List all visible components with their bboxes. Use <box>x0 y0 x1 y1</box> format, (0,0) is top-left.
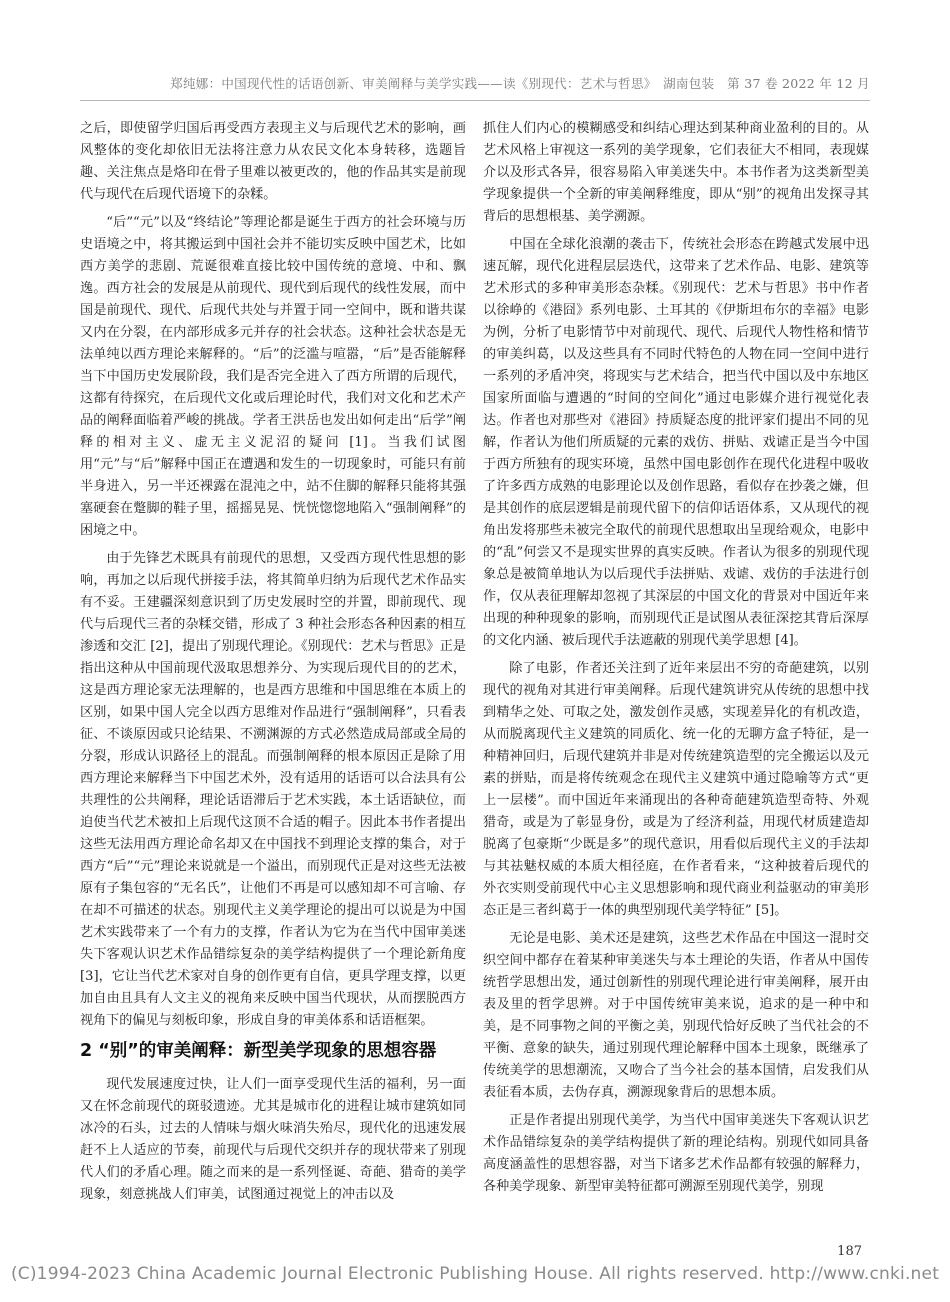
section-heading: 2 “别”的审美阐释：新型美学现象的思想容器 <box>80 1041 437 1061</box>
body-paragraph: 除了电影，作者还关注到了近年来层出不穷的奇葩建筑，以别现代的视角对其进行审美阐释。后现代建筑讲究从传统的思想中找到精华之处、可取之处，激发创作灵感，实现差异化的有机改造，从而脱离现代主义建筑的同质化、统一化的无聊方盒子特征，是一种精神回归，后现代建筑并非是对传统建筑造型的完全搬运以及元素的拼贴，而是将传统观念在现代主义建筑中通过隐喻等方式“更上一层楼”。而中国近年来涌现出的各种奇葩建筑造型奇特、外观猎奇，或是为了彰显身份，或是为了经济利益，用现代材质建造却脱离了包豪斯“少既是多”的现代意识，用看似后现代主义的手法却与其祛魅权威的本质大相径庭，在作者看来，“这种披着后现代的外衣实则受前现代中心主义思想影响和现代商业利益驱动的审美形态正是三者纠葛于一体的典型别现代美学特征” [5]。 <box>483 661 869 918</box>
running-header: 郑纯娜：中国现代性的话语创新、审美阐释与美学实践——读《别现代：艺术与哲思》 湖南包装 第 37 卷 2022 年 12 月 <box>170 76 870 91</box>
left-column <box>80 118 466 1212</box>
body-paragraph: 中国在全球化浪潮的袭击下，传统社会形态在跨越式发展中迅速瓦解，现代化进程层层迭代，这带来了艺术作品、电影、建筑等艺术形式的多种审美形态杂糅。《别现代：艺术与哲思》书中作者以徐峥的《港囧》系列电影、土耳其的《伊斯坦布尔的幸福》电影为例，分析了电影情节中对前现代、现代、后现代人物性格和情节的审美纠葛，以及这些具有不同时代特色的人物在同一空间中进行一系列的矛盾冲突，将现实与艺术结合，把当代中国以及中东地区国家所面临与遭遇的“时间的空间化”通过电影媒介进行视觉化表达。作者也对那些对《港囧》持质疑态度的批评家们提出不同的见解，作者认为他们所质疑的元素的戏仿、拼贴、戏谑正是当今中国于西方所独有的现实环境，虽然中国电影创作在现代化进程中吸收了许多西方成熟的电影理论以及创作思路，看似存在抄袭之嫌，但是其创作的底层逻辑是前现代留下的信仰话语体系，又从现代的视角出发将那些未被完全取代的前现代思想取出呈现给观众，电影中的“乱”何尝又不是现实世界的真实反映。作者认为很多的别现代现象总是被简单地认为以后现代手法拼贴、戏谑、戏仿的手法进行创作，仅从表征理解却忽视了其深层的中国文化的背景对中国近年来出现的种种现象的影响，而别现代正是试图从表征深挖其背后深厚的文化内涵、被后现代手法遮蔽的别现代美学思想 [4]。 <box>483 237 869 648</box>
body-paragraph: 无论是电影、美术还是建筑，这些艺术作品在中国这一混时交织空间中都存在着某种审美迷失与本土理论的失语，作者从中国传统哲学思想出发，通过创新性的别现代理论进行审美阐释，展开由表及里的哲学思辨。对于中国传统审美来说，追求的是一种中和美，是不同事物之间的平衡之美，别现代恰好反映了当代社会的不平衡、意象的缺失，通过别现代理论解释中国本土现象，既继承了传统美学的思想潮流，又吻合了当今社会的基本国情，启发我们从表征看本质，去伪存真，溯源现象背后的思想本质。 <box>483 931 869 1100</box>
body-paragraph: 现代发展速度过快，让人们一面享受现代生活的福利，另一面又在怀念前现代的斑驳遗迹。尤其是城市化的进程让城市建筑如同冰冷的石头，过去的人情味与烟火味消失殆尽，现代化的迅速发展赶不上人适应的节奏，前现代与后现代交织并存的现状带来了别现代人们的矛盾心理。随之而来的是一系列怪诞、奇葩、猎奇的美学现象，刻意挑战人们审美，试图通过视觉上的冲击以及 <box>80 1077 466 1202</box>
page-number: 187 <box>837 1244 862 1259</box>
body-paragraph: 抓住人们内心的模糊感受和纠结心理达到某种商业盈利的目的。从艺术风格上审视这一系列的美学现象，它们表征大不相同，表现媒介以及形式各异，很容易陷入审美迷失中。本书作者为这类新型美学现象提供一个全新的审美阐释维度，即从“别”的视角出发探寻其背后的思想根基、美学溯源。 <box>483 121 869 224</box>
copyright-footer: (C)1994-2023 China Academic Journal Electronic Publishing House. All rights reserved. http://www.cnki.net <box>10 1264 940 1284</box>
body-paragraph: 之后，即使留学归国后再受西方表现主义与后现代艺术的影响，画风整体的变化却依旧无法将注意力从农民文化本身转移，选题旨趣、关注焦点是烙印在骨子里难以被更改的，他的作品其实是前现代与现代在后现代语境下的杂糅。 <box>80 121 466 202</box>
right-column <box>483 118 869 1204</box>
body-paragraph: “后”“元”以及“终结论”等理论都是诞生于西方的社会环境与历史语境之中，将其搬运到中国社会并不能切实反映中国艺术，比如西方美学的悲剧、荒诞很难直接比较中国传统的意境、中和、飘逸。西方社会的发展是从前现代、现代到后现代的线性发展，而中国是前现代、现代、后现代共处与并置于同一空间中，既和谐共谋又内在分裂，在内部形成多元并存的社会状态。这种社会状态是无法单纯以西方理论来解释的。“后”的泛滥与喧嚣，“后”是否能解释当下中国历史发展阶段，我们是否完全进入了西方所谓的后现代，这都有待探究，在后现代文化或后理论时代，我们对文化和艺术产品的阐释面临着严峻的挑战。学者王洪岳也发出如何走出“后学”阐释的相对主义、虚无主义泥沼的疑问 [1]。当我们试图用“元”与“后”解释中国正在遭遇和发生的一切现象时，可能只有前半身进入，另一半还裸露在混沌之中，站不住脚的解释只能将其强塞硬套在蹩脚的鞋子里，摇摇晃晃、恍恍惚惚地陷入“强制阐释”的困境之中。 <box>80 215 466 538</box>
header-divider <box>80 100 870 101</box>
body-paragraph: 由于先锋艺术既具有前现代的思想，又受西方现代性思想的影响，再加之以后现代拼接手法，将其简单归纳为后现代艺术作品实有不妥。王建疆深刻意识到了历史发展时空的并置，即前现代、现代与后现代三者的杂糅交错，形成了 3 种社会形态各种因素的相互渗透和交汇 [2]，提出了别现代理论。《别现代：艺术与哲思》正是指出这种从中国前现代汲取思想养分、为实现后现代目的的艺术，这是西方理论家无法理解的，也是西方思维和中国思维在本质上的区别，如果中国人完全以西方思维对作品进行“强制阐释”，只看表征、不谈原因或只论结果、不溯渊源的方式必然造成局部或全局的分裂，形成认识路径上的混乱。而强制阐释的根本原因正是除了用西方理论来解释当下中国艺术外，没有适用的话语可以合法具有公共理性的公共阐释，理论话语滞后于艺术实践，本土话语缺位，而迫使当代艺术被扣上后现代这顶不合适的帽子。因此本书作者提出这些无法用西方理论命名却又在中国找不到理论支撑的集合，对于西方“后”“元”理论来说就是一个溢出，而别现代正是对这些无法被原有子集包容的“无名氏”，让他们不再是可以感知却不可言喻、存在却不可描述的状态。别现代主义美学理论的提出可以说是为中国艺术实践带来了一个有力的支撑，作者认为它为在当代中国审美迷失下客观认识艺术作品错综复杂的美学结构提供了一个理论新角度 [3]，它让当代艺术家对自身的创作更有自信，更具学理支撑，以更加自由且具有人文主义的视角来反映中国当代现状，从而摆脱西方视角下的偏见与刻板印象，形成自身的审美体系和话语框架。 <box>80 551 466 1028</box>
body-paragraph: 正是作者提出别现代美学，为当代中国审美迷失下客观认识艺术作品错综复杂的美学结构提供了新的理论结构。别现代如同具备高度涵盖性的思想容器，对当下诸多艺术作品都有较强的解释力，各种美学现象、新型审美特征都可溯源至别现代美学，别现 <box>483 1113 869 1194</box>
